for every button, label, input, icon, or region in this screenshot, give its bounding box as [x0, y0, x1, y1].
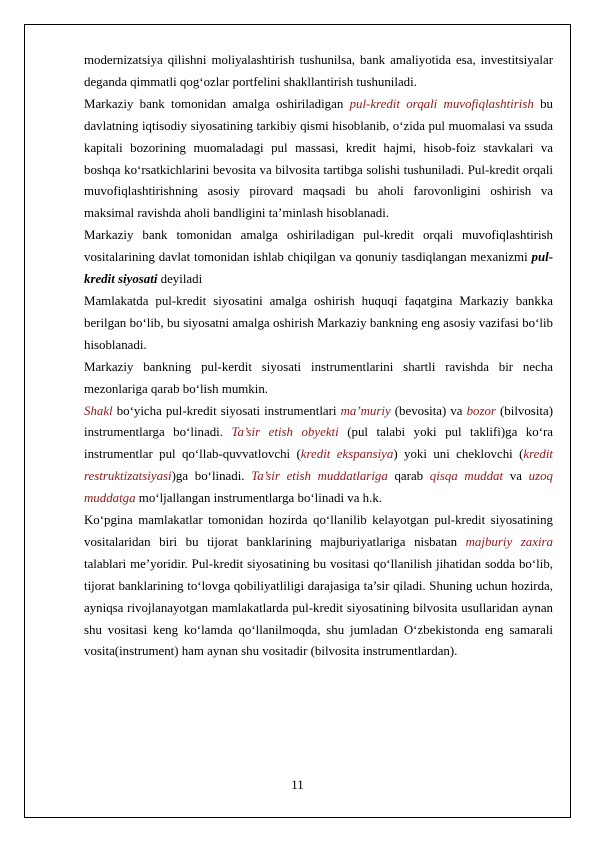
- text-span: Markaziy bank tomonidan amalga oshiriladigan: [84, 96, 350, 111]
- term-highlight: Shakl: [84, 403, 113, 418]
- paragraph-5: [84, 357, 553, 401]
- term-highlight: Ta’sir etish muddatlariga: [251, 469, 388, 484]
- paragraph-3: [84, 225, 553, 291]
- text-span: Ko‘pgina mamlakatlar tomonidan hozirda qo‘llanilib kelayotgan pul-kredit siyosatining vositalaridan biri bu tijorat banklarining majburiyatlariga nisbatan: [84, 513, 553, 549]
- text-span: (pul talabi yoki pul taklifi)ga ko‘ra instrumentlar pul qo‘llab-quvvatlovchi (: [84, 425, 553, 462]
- text-span: deyiladi: [157, 272, 203, 287]
- term-highlight: uzoq muddatga: [84, 469, 553, 506]
- term-highlight: bozor: [466, 403, 496, 418]
- term-highlight: Ta’sir etish obyekti: [231, 425, 339, 440]
- term-highlight: kredit ekspansiya: [300, 447, 394, 462]
- paragraph-7: [84, 510, 553, 663]
- paragraph-6: [84, 401, 553, 511]
- text-span: )ga bo‘linadi.: [171, 469, 252, 484]
- text-span: mo‘ljallangan instrumentlarga bo‘linadi va h.k.: [135, 491, 382, 506]
- text-span: Mamlakatda pul-kredit siyosatini amalga oshirish huquqi faqatgina Markaziy bankka berilgan bo‘lib, bu siyosatni amalga oshirish Markaziy bankning eng asosiy vazifasi bo‘lib hisoblanadi.: [84, 293, 553, 352]
- text-span: (bevosita) va: [390, 403, 467, 418]
- text-span: talablari me’yoridir. Pul-kredit siyosatining bu vositasi qo‘llanilish jihatidan sodda bo‘lib, tijorat banklarining to‘lovga qobiliyatliligi darajasiga ta’sir qiladi. Shuning uchun hozirda, ayniqsa rivojlanayotgan mamlakatlarda pul-kredit siyosatining bilvosita usullaridan aynan shu vositasi keng ko‘lamda qo‘llanilmoqda, shu jumladan O‘zbekistonda eng samarali vosita(instrument) ham aynan shu vositadir (bilvosita instrumentlardan).: [84, 556, 553, 659]
- text-span: bo‘yicha pul-kredit siyosati instrumentlari: [112, 403, 341, 418]
- text-span: (bilvosita) instrumentlarga bo‘linadi.: [84, 403, 553, 440]
- paragraph-1: [84, 50, 553, 94]
- term-highlight: majburiy zaxira: [465, 534, 553, 549]
- document-body: [84, 50, 553, 663]
- paragraph-2: [84, 94, 553, 225]
- text-span: Markaziy bankning pul-kerdit siyosati instrumentlarini shartli ravishda bir necha mezonlariga qarab bo‘lish mumkin.: [84, 359, 553, 396]
- text-span: ) yoki uni cheklovchi (: [393, 447, 524, 462]
- text-span: modernizatsiya qilishni moliyalashtirish tushunilsa, bank amaliyotida esa, investitsiyalar deganda qimmatli qog‘ozlar portfelini shakllantirish tushuniladi.: [84, 53, 553, 89]
- term-highlight: pul-kredit orqali muvofiqlashtirish: [349, 96, 534, 111]
- text-span: qarab: [387, 469, 430, 484]
- text-span: Markaziy bank tomonidan amalga oshiriladigan pul-kredit orqali muvofiqlashtirish vositalarining davlat tomonidan ishlab chiqilgan va qonuniy tasdiqlangan mexanizmi: [84, 228, 553, 265]
- text-span: bu davlatning iqtisodiy siyosatining tarkibiy qismi hisoblanib, o‘zida pul muomalasi va ssuda kapitali bozorining muomaladagi pul massasi, kredit hajmi, hisob-foiz stavkalari va boshqa ko‘rsatkichlarini bevosita va bilvosita tartibga solishi tushuniladi. Pul-kredit orqali muvofiqlashtirishning asosiy pirovard maqsadi bu aholi farovonligini oshirish va maksimal ravishda aholi bandligini ta’minlash hisoblanadi.: [84, 96, 553, 221]
- page-number: 11: [291, 778, 304, 792]
- text-span: va: [503, 469, 529, 484]
- term-highlight: ma’muriy: [340, 403, 391, 418]
- term-highlight: qisqa muddat: [429, 469, 504, 484]
- paragraph-4: [84, 291, 553, 357]
- term-highlight: kredit restruktizatsiyasi: [84, 447, 554, 484]
- term-bold-italic: pul-kredit siyosati: [84, 250, 553, 287]
